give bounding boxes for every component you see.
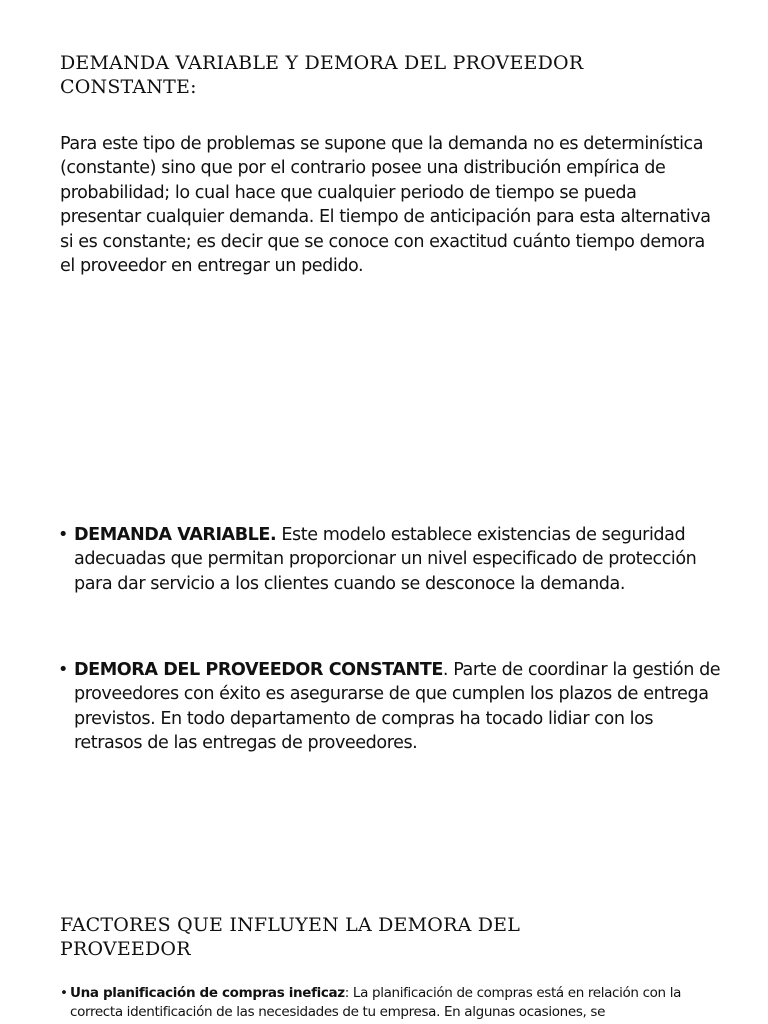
- intro-paragraph: Para este tipo de problemas se supone que la demanda no es determinística (constante) sino que por el contrario posee una distribución empírica de probabilidad; lo cual hace que cualquier periodo de tiempo se pueda presentar cualquier demanda. El tiempo de anticipación para esta alternativa si es constante; es decir que se conoce con exactitud cuánto tiempo demora el proveedor en entregar un pedido.: [60, 134, 711, 277]
- section-heading-factores: [60, 913, 700, 961]
- bullet-icon: •: [58, 525, 69, 545]
- heading-line-1: DEMANDA VARIABLE Y DEMORA DEL PROVEEDOR: [60, 52, 584, 74]
- bullet-icon: •: [60, 985, 68, 1001]
- bullet-text: [74, 523, 724, 596]
- bullet-title: DEMANDA VARIABLE.: [74, 525, 277, 545]
- bullet-icon: •: [58, 660, 69, 680]
- bullet-text: [74, 658, 724, 756]
- bullet-text: [70, 984, 730, 1022]
- section-heading-demanda-variable: [60, 51, 700, 99]
- bullet-title: Una planificación de compras ineficaz: [70, 985, 345, 1001]
- heading-line-2: CONSTANTE:: [60, 76, 197, 98]
- bullet-body: Este modelo establece existencias de seguridad adecuadas que permitan proporcionar un nivel especificado de protección para dar servicio a los clientes cuando se desconoce la demanda.: [74, 525, 697, 594]
- bullet-body: . Parte de coordinar la gestión de proveedores con éxito es asegurarse de que cumplen los plazos de entrega previstos. En todo departamento de compras ha tocado lidiar con los retrasos de las entregas de proveedores.: [74, 660, 721, 754]
- bullet-title: DEMORA DEL PROVEEDOR CONSTANTE: [74, 660, 443, 680]
- heading-line-2: PROVEEDOR: [60, 938, 191, 960]
- bullet-body: : La planificación de compras está en relación con la correcta identificación de las necesidades de tu empresa. En algunas ocasiones, se: [70, 985, 682, 1020]
- heading-line-1: FACTORES QUE INFLUYEN LA DEMORA DEL: [60, 914, 521, 936]
